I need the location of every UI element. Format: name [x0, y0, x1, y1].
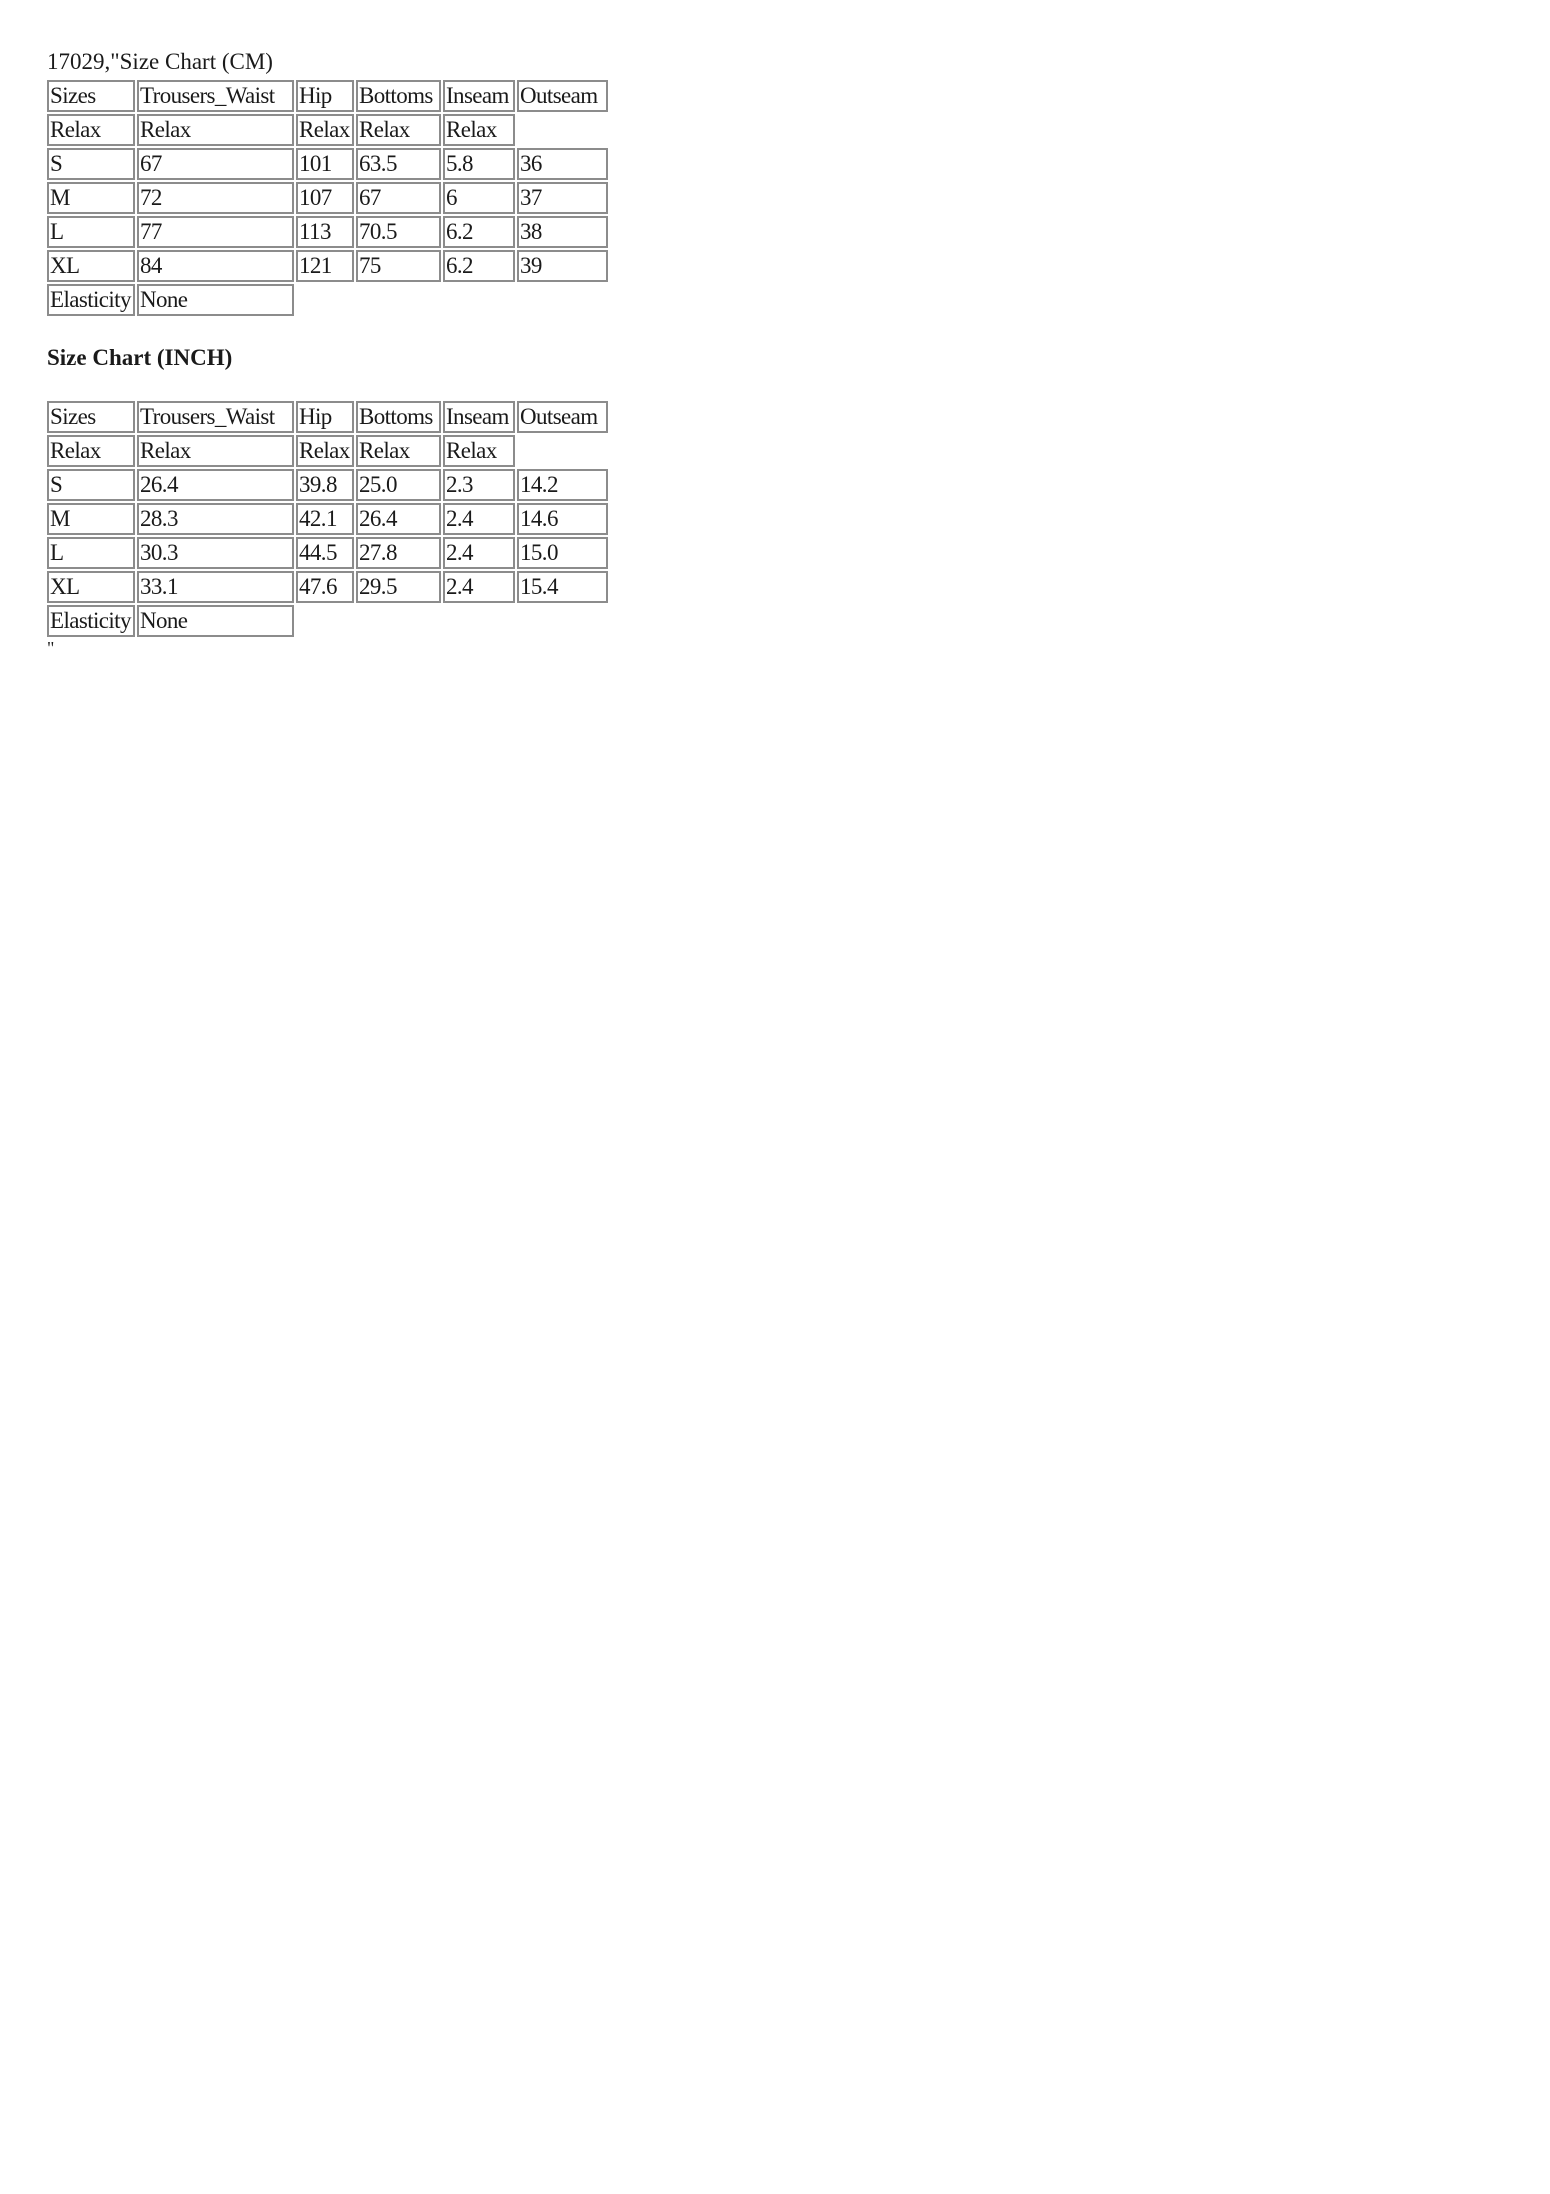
elasticity-value: None	[137, 284, 294, 316]
table-cell: 6.2	[443, 250, 515, 282]
fit-cell: Relax	[443, 435, 515, 467]
elasticity-row	[47, 605, 608, 637]
table-cell: S	[47, 148, 135, 180]
fit-cell: Relax	[137, 114, 294, 146]
header-cell: Trousers_Waist	[137, 80, 294, 112]
fit-cell: Relax	[356, 114, 441, 146]
table-cell: 27.8	[356, 537, 441, 569]
table-row	[47, 571, 608, 603]
table-cell: 67	[137, 148, 294, 180]
table-cell: 14.2	[517, 469, 608, 501]
header-cell: Inseam	[443, 401, 515, 433]
fit-cell: Relax	[356, 435, 441, 467]
table-row	[47, 503, 608, 535]
header-cell: Bottoms	[356, 401, 441, 433]
header-cell: Hip	[296, 80, 354, 112]
table-cell: 28.3	[137, 503, 294, 535]
fit-cell-empty	[517, 114, 608, 146]
table-cell: 5.8	[443, 148, 515, 180]
table-cell: 25.0	[356, 469, 441, 501]
table-row	[47, 216, 608, 248]
elasticity-label: Elasticity	[47, 605, 135, 637]
table-cell: 29.5	[356, 571, 441, 603]
table-cell: 14.6	[517, 503, 608, 535]
size-chart-document	[47, 48, 610, 656]
table-cell: 39	[517, 250, 608, 282]
table-cell: 6	[443, 182, 515, 214]
table-cell: 30.3	[137, 537, 294, 569]
table-cell: M	[47, 182, 135, 214]
table-cell: 39.8	[296, 469, 354, 501]
table-cell: 2.4	[443, 571, 515, 603]
fit-row	[47, 435, 608, 467]
table-cell: 15.0	[517, 537, 608, 569]
elasticity-label: Elasticity	[47, 284, 135, 316]
empty-cell	[296, 605, 608, 637]
fit-cell: Relax	[296, 435, 354, 467]
cm-chart-title: 17029,"Size Chart (CM)	[47, 49, 273, 74]
closing-quote: "	[47, 638, 55, 658]
table-cell: 2.3	[443, 469, 515, 501]
cm-size-table	[45, 78, 610, 318]
header-cell: Outseam	[517, 401, 608, 433]
table-cell: 63.5	[356, 148, 441, 180]
table-cell: 72	[137, 182, 294, 214]
table-cell: 67	[356, 182, 441, 214]
header-row	[47, 80, 608, 112]
inch-size-table	[45, 399, 610, 639]
fit-cell: Relax	[47, 435, 135, 467]
table-cell: 70.5	[356, 216, 441, 248]
header-cell: Outseam	[517, 80, 608, 112]
table-cell: 84	[137, 250, 294, 282]
header-cell: Hip	[296, 401, 354, 433]
table-row	[47, 148, 608, 180]
elasticity-row	[47, 284, 608, 316]
table-cell: 36	[517, 148, 608, 180]
fit-cell: Relax	[47, 114, 135, 146]
table-cell: 42.1	[296, 503, 354, 535]
fit-cell: Relax	[443, 114, 515, 146]
table-cell: 47.6	[296, 571, 354, 603]
table-cell: L	[47, 537, 135, 569]
table-cell: 38	[517, 216, 608, 248]
table-cell: XL	[47, 571, 135, 603]
inch-chart-title: Size Chart (INCH)	[47, 345, 233, 370]
table-cell: 121	[296, 250, 354, 282]
table-cell: 26.4	[137, 469, 294, 501]
table-cell: 2.4	[443, 537, 515, 569]
table-cell: XL	[47, 250, 135, 282]
table-cell: 77	[137, 216, 294, 248]
elasticity-value: None	[137, 605, 294, 637]
table-cell: 26.4	[356, 503, 441, 535]
table-cell: 6.2	[443, 216, 515, 248]
table-cell: 15.4	[517, 571, 608, 603]
table-cell: M	[47, 503, 135, 535]
table-row	[47, 537, 608, 569]
header-cell: Bottoms	[356, 80, 441, 112]
fit-cell: Relax	[296, 114, 354, 146]
header-cell: Sizes	[47, 401, 135, 433]
table-row	[47, 250, 608, 282]
table-cell: 75	[356, 250, 441, 282]
empty-cell	[296, 284, 608, 316]
header-cell: Trousers_Waist	[137, 401, 294, 433]
table-cell: 44.5	[296, 537, 354, 569]
table-cell: 37	[517, 182, 608, 214]
table-cell: 33.1	[137, 571, 294, 603]
fit-row	[47, 114, 608, 146]
table-cell: 107	[296, 182, 354, 214]
header-cell: Inseam	[443, 80, 515, 112]
table-cell: 2.4	[443, 503, 515, 535]
table-row	[47, 469, 608, 501]
table-cell: L	[47, 216, 135, 248]
table-row	[47, 182, 608, 214]
table-cell: 113	[296, 216, 354, 248]
header-row	[47, 401, 608, 433]
fit-cell-empty	[517, 435, 608, 467]
table-cell: S	[47, 469, 135, 501]
header-cell: Sizes	[47, 80, 135, 112]
table-cell: 101	[296, 148, 354, 180]
fit-cell: Relax	[137, 435, 294, 467]
